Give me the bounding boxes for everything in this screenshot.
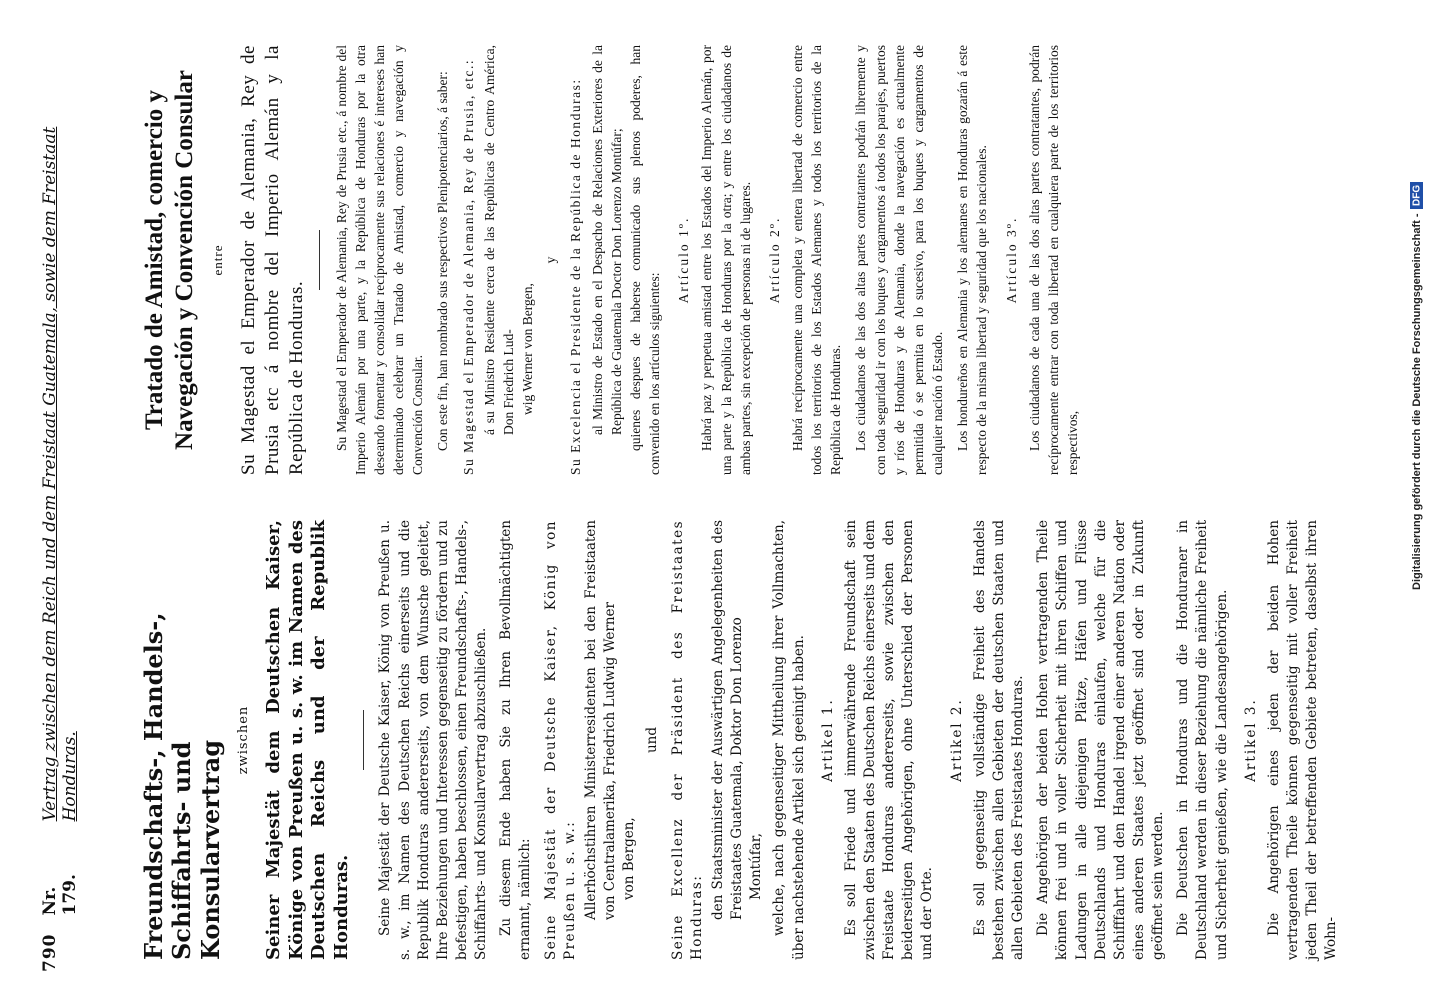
spanish-preamble: Su Magestad el Emperador de Alemania, Rey de Prusia etc., á nombre del Imperio Alemán por una parte, y la República de Honduras por la otra deseando fomentar y consolidar recíprocamente sus relaciones é intereses han determinado celebrar un Tratado de Amistad, comercio y navegación y Convención Consular.	[333, 45, 426, 475]
german-und: und	[644, 726, 661, 754]
german-article-1-heading: Artikel 1.	[819, 698, 836, 782]
spanish-column	[140, 45, 1088, 475]
german-closing: welche, nach gegenseitiger Mittheilung ihrer Vollmachten, über nachstehende Artikel sich geeinigt haben.	[771, 520, 807, 960]
spanish-article-1-text: Habrá paz y perpetua amistad entre los Estados del Imperio Alemán, por una parte y la República de Honduras por la otra; y entre los ciudadanos de ambas partes, sin excepción de personas ni de lugares.	[699, 45, 753, 475]
spanish-party-1-delegate-cont: wig Werner von Bergen,	[520, 283, 536, 415]
page-header	[40, 32, 80, 972]
german-article-2-text-1: Es soll gegenseitig vollständige Freiheit des Handels bestehen zwischen allen Gebieten der deutschen Staaten und allen Gebieten des Freistaates Honduras.	[971, 520, 1027, 960]
spanish-article-3-text: Los ciudadanos de cada una de las dos altas partes contratantes, podrán recíprocamente entrar con toda libertad en cualquiera parte de los territorios respectivos,	[1026, 45, 1081, 475]
divider-rule	[319, 230, 320, 290]
spanish-party-2: Su Excelencia el Presidente de la República de Honduras:	[568, 78, 584, 475]
spanish-title: Tratado de Amistad, comercio y Navegación y Convención Consular	[141, 70, 198, 450]
german-article-2-text-3: Die Deutschen in Honduras und die Honduraner in Deutschland werden in dieser Beziehung die nämliche Freiheit und Sicherheit genießen, wie die Landesangehörigen.	[1175, 520, 1230, 960]
spanish-closing: quienes despues de haberse comunicado sus plenos poderes, han convenido en los artículos siguientes:	[627, 45, 663, 475]
spanish-party-2-delegate: al Ministro de Estado en el Despacho de Relaciones Exteriores de la República de Guatemala Doctor Don Lorenzo Montúfar;	[589, 45, 624, 435]
spanish-article-2-text-1: Habrá recíprocamente una completa y entera libertad de comercio entre todos los territorios de los Estados Alemanes y todos los territorios de la República de Honduras.	[789, 45, 844, 475]
german-preamble: Seine Majestät der Deutsche Kaiser, König von Preußen u. s. w., im Namen des Deutschen Reichs einerseits und die Republik Honduras andererseits, von dem Wunsche geleitet, Ihre Beziehungen und Interessen gegenseitig zu fördern und zu befestigen, haben beschlossen, einen Freundschafts-, Handels-, Schiffahrts- und Konsularvertrag abzuschließen.	[377, 520, 490, 960]
running-title: Vertrag zwischen dem Reich und dem Freistaat Guatemala, sowie dem Freistaat Honduras.	[40, 126, 80, 822]
document-number: Nr. 179.	[40, 874, 80, 916]
german-between: zwischen	[235, 705, 251, 775]
spanish-article-3-heading: Artículo 3º.	[1003, 216, 1019, 304]
spanish-article-1-heading: Artículo 1º.	[676, 216, 692, 304]
divider-rule	[363, 710, 364, 770]
spanish-party-1-delegate: á su Ministro Residente cerca de las Repúblicas de Centro América, Don Friedrich Lud-	[481, 45, 516, 435]
digitization-credit-text: Digitalisierung gefördert durch die Deutsche Forschungsgemeinschaft -	[1411, 213, 1423, 590]
spanish-article-2-text-3: Los hondureños en Alemania y los alemanes en Honduras gozarán á este respecto de la misma libertad y seguridad que los nacionales.	[955, 45, 990, 475]
spanish-article-2-heading: Artículo 2º.	[766, 216, 782, 304]
german-column	[140, 520, 1348, 960]
german-party-1: Seine Majestät der Deutsche Kaiser, König von Preußen u. s. w.:	[542, 520, 578, 960]
spanish-plenipotentiaries-intro: Con este fin, han nombrado sus respectivos Plenipotenciarios, á saber:	[435, 71, 451, 451]
dfg-logo: DFG	[1411, 182, 1424, 209]
german-article-2-text-2: Die Angehörigen der beiden Hohen vertragenden Theile können frei und in voller Sicherheit mit ihren Schiffen und Ladungen in alle diejenigen Plätze, Häfen und Flüsse Deutschlands und Honduras einlaufen, welche für die Schifffahrt und den Handel irgend einer anderen Nation oder eines anderen Staates jetzt geöffnet sind oder in Zukunft geöffnet sein werden.	[1035, 520, 1167, 960]
german-party-2: Seine Excellenz der Präsident des Freistaates Honduras:	[669, 520, 705, 960]
german-subtitle: Seiner Majestät dem Deutschen Kaiser, Könige von Preußen u. s. w. im Namen des Deutschen Reichs und der Republik Honduras.	[263, 520, 352, 960]
german-article-2-heading: Artikel 2.	[948, 698, 965, 782]
spanish-article-2-text-2: Los ciudadanos de las dos altas partes contratantes podrán libremente y con toda seguridad ir con los buques y cargamentos á todos los parajes, puertos y ríos de Honduras y de Alemania, donde la navegación es actualmente permitida ó se permita en lo sucesivo, para los buques y cargamentos de cualquier nación ó Estado.	[853, 45, 946, 475]
spanish-y: y	[543, 256, 559, 264]
german-party-2-delegate-cont: Montúfar,	[748, 832, 765, 900]
german-article-1-text: Es soll Friede und immerwährende Freundschaft sein zwischen den Staaten des Deutschen Reichs einerseits und dem Freistaate Honduras andererseits, sowie zwischen den beiderseitigen Angehörigen, ohne Unterschied der Personen und der Orte.	[842, 520, 936, 960]
digitization-credit	[1406, 10, 1428, 590]
german-title: Freundschafts-, Handels-, Schiffahrts- und Konsularvertrag	[139, 612, 225, 960]
spanish-between: entre	[210, 244, 225, 276]
spanish-subtitle: Su Magestad el Emperador de Alemania, Rey de Prusia etc á nombre del Imperio Alemán y la República de Honduras.	[238, 45, 307, 475]
german-article-3-text: Die Angehörigen eines jeden der beiden Hohen vertragenden Theile können gegenseitig mit voller Freiheit jeden Theil der betreffenden Gebiete betreten, daselbst ihren Wohn-	[1265, 520, 1340, 960]
german-party-1-delegate-cont: von Bergen,	[621, 817, 638, 900]
german-plenipotentiaries-intro: Zu diesem Ende haben Sie zu Ihren Bevollmächtigten ernannt, nämlich:	[498, 520, 534, 960]
spanish-party-1: Su Magestad el Emperador de Alemania, Rey de Prusia, etc.:	[460, 58, 476, 475]
german-party-2-delegate: den Staatsminister der Auswärtigen Angelegenheiten des Freistaates Guatemala, Doktor Don Lorenzo	[709, 520, 746, 920]
page-number: 790	[40, 933, 60, 972]
german-article-3-heading: Artikel 3.	[1242, 698, 1259, 782]
german-party-1-delegate: Allerhöchstihren Ministerresidenten bei den Freistaaten von Centralamerika, Friedrich Ludwig Werner	[582, 520, 619, 920]
